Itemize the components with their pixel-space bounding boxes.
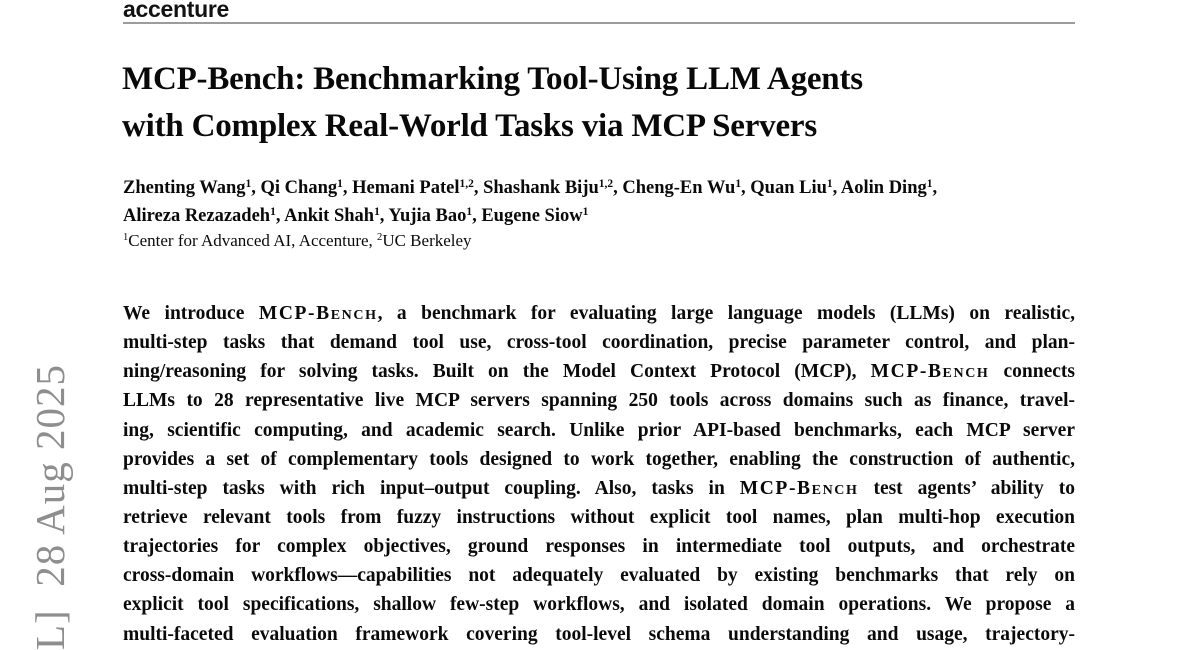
author-line: Zhenting Wang$^1$, Qi Chang$^1$, Hemani Patel$^{1,2}$, Shashank Biju$^{1,2}$, Cheng-En Wu$^1$, Quan Liu$^1$, Aolin Ding$^1$, (123, 177, 938, 198)
author-affiliation-sup: 1 (270, 205, 276, 218)
abstract-line: multi-step tasks that demand tool use, cross-tool coordination, precise parameter control, and plan- (123, 332, 1075, 354)
author-name: Qi Chang (260, 178, 338, 198)
header-divider (123, 22, 1075, 24)
benchmark-name-smallcaps: MCP-Bench (870, 361, 990, 383)
author-affiliation-sup: 1 (337, 177, 343, 190)
author-name: Yujia Bao (388, 206, 467, 226)
abstract-line: ing, scientific computing, and academic search. Unlike prior API-based benchmarks, each MCP server (123, 419, 1075, 441)
paper-title-line-2: with Complex Real-World Tasks via MCP Servers (122, 108, 818, 144)
author-block (123, 174, 1081, 230)
abstract-line: ning/reasoning for solving tasks. Built on the Model Context Protocol (MCP), MCP-Bench connects (123, 361, 1075, 383)
author-name: Ankit Shah (284, 206, 375, 226)
affiliation-text: Center for Advanced AI, Accenture, (128, 231, 378, 250)
affiliation-sup: 2 (377, 232, 383, 244)
abstract-line: LLMs to 28 representative live MCP servers spanning 250 tools across domains such as finance, travel- (123, 390, 1075, 412)
author-name: Alireza Rezazadeh (123, 206, 271, 226)
author-affiliation-sup: 1 (582, 205, 589, 218)
author-name: Shashank Biju (483, 178, 599, 198)
author-name: Quan Liu (750, 178, 827, 198)
abstract-line: multi-faceted evaluation framework covering tool-level schema understanding and usage, trajectory- (123, 623, 1075, 645)
abstract-line: explicit tool specifications, shallow few-step workflows, and isolated domain operations. We propose a (123, 594, 1075, 616)
accenture-logo: accenture (123, 0, 229, 22)
abstract-line: trajectories for complex objectives, ground responses in intermediate tool outputs, and orchestrate (123, 536, 1075, 558)
author-affiliation-sup: 1,2 (459, 177, 474, 190)
author-name: Hemani Patel (352, 178, 460, 198)
author-name: Zhenting Wang (123, 178, 246, 198)
author-name: Cheng-En Wu (622, 178, 736, 198)
author-affiliation-sup: 1 (926, 177, 933, 190)
author-affiliation-sup: 1 (466, 205, 473, 218)
abstract (123, 299, 1075, 648)
author-line: Alireza Rezazadeh$^1$, Ankit Shah$^1$, Yujia Bao$^1$, Eugene Siow$^1$ (123, 205, 589, 226)
benchmark-name-smallcaps: MCP-Bench (739, 477, 859, 499)
abstract-line: retrieve relevant tools from fuzzy instructions without explicit tool names, plan multi-hop execution (123, 506, 1075, 528)
abstract-line: cross-domain workflows—capabilities not adequately evaluated by existing benchmarks that rely on (123, 565, 1075, 587)
arxiv-sidebar-watermark: L] 28 Aug 2025 (27, 363, 73, 650)
abstract-line: provides a set of complementary tools designed to work together, enabling the construction of authentic, (123, 448, 1075, 470)
author-affiliation-sup: 1,2 (598, 177, 614, 190)
author-affiliation-sup: 1 (735, 177, 742, 190)
author-name: Aolin Ding (840, 178, 927, 198)
author-affiliation-sup: 1 (245, 177, 252, 190)
affiliation-text: UC Berkeley (382, 231, 472, 250)
abstract-line: multi-step tasks with rich input–output coupling. Also, tasks in MCP-Bench test agents’ ability to (123, 477, 1075, 499)
author-name: Eugene Siow (481, 206, 583, 226)
affiliation-line (123, 230, 923, 252)
author-affiliation-sup: 1 (374, 205, 380, 218)
abstract-line: We introduce MCP-Bench, a benchmark for evaluating large language models (LLMs) on realistic, (123, 303, 1075, 324)
benchmark-name-smallcaps: MCP-Bench (258, 303, 378, 324)
author-affiliation-sup: 1 (826, 177, 833, 190)
paper-title-line-1: MCP-Bench: Benchmarking Tool-Using LLM Agents (122, 61, 863, 97)
paper-title (122, 56, 1087, 150)
affiliation-sup: 1 (123, 232, 129, 244)
